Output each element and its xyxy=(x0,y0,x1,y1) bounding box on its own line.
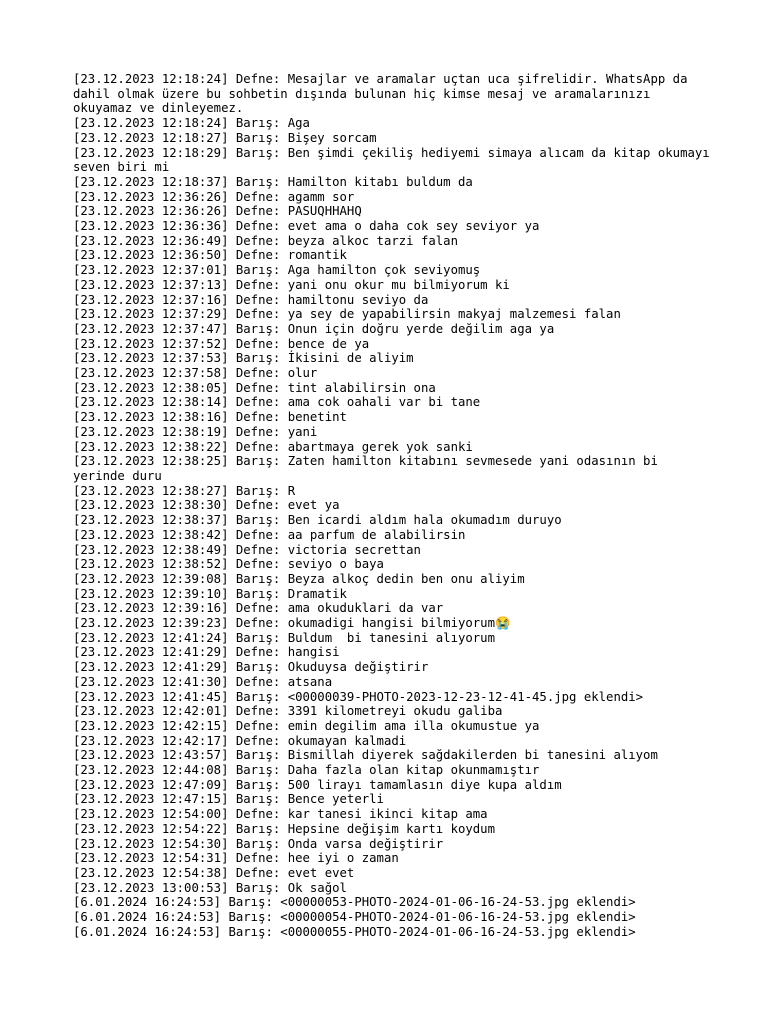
chat-message-line: [23.12.2023 12:47:15] Barış: Bence yeterli xyxy=(73,792,384,807)
chat-message-line: [23.12.2023 12:37:16] Defne: hamiltonu seviyo da xyxy=(73,292,429,307)
chat-message-line: [23.12.2023 12:38:37] Barış: Ben icardi aldım hala okumadım duruyo xyxy=(73,513,562,528)
chat-message-line: [6.01.2024 16:24:53] Barış: <00000053-PHOTO-2024-01-06-16-24-53.jpg eklendi> xyxy=(73,895,636,910)
chat-message-line: [23.12.2023 12:41:29] Defne: hangisi xyxy=(73,645,340,660)
chat-message-line: [23.12.2023 12:37:47] Barış: Onun için doğru yerde değilim aga ya xyxy=(73,321,555,336)
chat-message-line: [23.12.2023 12:54:31] Defne: hee iyi o zaman xyxy=(73,851,399,866)
chat-message-line: [23.12.2023 12:38:16] Defne: benetint xyxy=(73,410,347,425)
chat-message-line: [23.12.2023 12:18:37] Barış: Hamilton kitabı buldum da xyxy=(73,174,473,189)
chat-message-line: [23.12.2023 12:39:08] Barış: Beyza alkoç dedin ben onu aliyim xyxy=(73,571,525,586)
chat-message-line: [23.12.2023 12:18:27] Barış: Bişey sorcam xyxy=(73,130,377,145)
chat-message-line: [23.12.2023 12:36:26] Defne: PASUQHHAHQ xyxy=(73,204,362,219)
chat-message-line: [6.01.2024 16:24:53] Barış: <00000054-PHOTO-2024-01-06-16-24-53.jpg eklendi> xyxy=(73,910,636,925)
chat-message-line: [23.12.2023 12:39:10] Barış: Dramatik xyxy=(73,586,347,601)
chat-message-line: [23.12.2023 12:37:29] Defne: ya sey de yapabilirsin makyaj malzemesi falan xyxy=(73,307,621,322)
chat-message-line: [23.12.2023 12:44:08] Barış: Daha fazla olan kitap okunmamıştır xyxy=(73,763,540,778)
chat-message-line: [23.12.2023 12:54:00] Defne: kar tanesi ikinci kitap ama xyxy=(73,807,488,822)
chat-message-line: [23.12.2023 12:54:30] Barış: Onda varsa değiştirir xyxy=(73,836,444,851)
chat-message-line: [23.12.2023 12:42:17] Defne: okumayan kalmadi xyxy=(73,733,407,748)
chat-message-line: [23.12.2023 12:41:30] Defne: atsana xyxy=(73,674,333,689)
chat-message-line: [23.12.2023 12:37:52] Defne: bence de ya xyxy=(73,336,370,351)
chat-message-line: [23.12.2023 12:38:25] Barış: Zaten hamilton kitabını sevmesede yani odasının bi yerinde duru xyxy=(73,454,666,483)
chat-message-line: [23.12.2023 12:42:15] Defne: emin degilim ama illa okumustue ya xyxy=(73,718,540,733)
chat-message-line: [23.12.2023 12:36:36] Defne: evet ama o daha cok sey seviyor ya xyxy=(73,219,540,234)
chat-message-line: [23.12.2023 12:36:49] Defne: beyza alkoc tarzi falan xyxy=(73,233,458,248)
chat-message-line: [23.12.2023 12:37:53] Barış: İkisini de aliyim xyxy=(73,351,414,366)
chat-message-line: [23.12.2023 12:38:49] Defne: victoria secrettan xyxy=(73,542,421,557)
chat-message-line: [23.12.2023 12:39:23] Defne: okumadigi hangisi bilmiyorum😭 xyxy=(73,616,511,631)
chat-transcript xyxy=(73,72,718,939)
chat-message-line: [23.12.2023 12:41:24] Barış: Buldum bi tanesini alıyorum xyxy=(73,630,495,645)
chat-message-line: [6.01.2024 16:24:53] Barış: <00000055-PHOTO-2024-01-06-16-24-53.jpg eklendi> xyxy=(73,924,636,939)
chat-message-line: [23.12.2023 12:37:58] Defne: olur xyxy=(73,366,318,381)
chat-message-line: [23.12.2023 12:18:29] Barış: Ben şimdi çekiliş hediyemi simaya alıcam da kitap okumayı seven biri mi xyxy=(73,145,718,175)
chat-message-line: [23.12.2023 12:42:01] Defne: 3391 kilometreyi okudu galiba xyxy=(73,704,503,719)
chat-message-line: [23.12.2023 12:43:57] Barış: Bismillah diyerek sağdakilerden bi tanesini alıyom xyxy=(73,748,658,763)
chat-message-line: [23.12.2023 12:38:52] Defne: seviyo o baya xyxy=(73,557,384,572)
chat-message-line: [23.12.2023 12:54:38] Defne: evet evet xyxy=(73,865,355,880)
chat-message-line: [23.12.2023 12:38:05] Defne: tint alabilirsin ona xyxy=(73,380,436,395)
chat-message-line: [23.12.2023 12:18:24] Barış: Aga xyxy=(73,116,310,131)
chat-message-line: [23.12.2023 12:47:09] Barış: 500 lirayı tamamlasın diye kupa aldım xyxy=(73,777,562,792)
chat-message-line: [23.12.2023 12:38:30] Defne: evet ya xyxy=(73,498,340,513)
chat-message-line: [23.12.2023 12:37:01] Barış: Aga hamilton çok seviyomuş xyxy=(73,263,481,278)
chat-message-line: [23.12.2023 13:00:53] Barış: Ok sağol xyxy=(73,880,347,895)
chat-message-line: [23.12.2023 12:41:29] Barış: Okuduysa değiştirir xyxy=(73,660,429,675)
chat-message-line: [23.12.2023 12:38:22] Defne: abartmaya gerek yok sanki xyxy=(73,439,473,454)
chat-message-line: [23.12.2023 12:39:16] Defne: ama okuduklari da var xyxy=(73,601,444,616)
chat-message-line: [23.12.2023 12:38:42] Defne: aa parfum de alabilirsin xyxy=(73,527,466,542)
chat-message-line: [23.12.2023 12:36:26] Defne: agamm sor xyxy=(73,189,355,204)
chat-message-line: [23.12.2023 12:18:24] Defne: Mesajlar ve aramalar uçtan uca şifrelidir. WhatsApp da dahil olmak üzere bu sohbetin dışında bulunan hiç kimse mesaj ve aramalarınızı okuyamaz ve dinleyemez. xyxy=(73,72,695,116)
chat-message-line: [23.12.2023 12:38:19] Defne: yani xyxy=(73,424,318,439)
chat-message-line: [23.12.2023 12:36:50] Defne: romantik xyxy=(73,248,347,263)
chat-message-line: [23.12.2023 12:41:45] Barış: <00000039-PHOTO-2023-12-23-12-41-45.jpg eklendi> xyxy=(73,689,644,704)
chat-message-line: [23.12.2023 12:38:27] Barış: R xyxy=(73,483,296,498)
chat-message-line: [23.12.2023 12:38:14] Defne: ama cok oahali var bi tane xyxy=(73,395,481,410)
chat-message-line: [23.12.2023 12:54:22] Barış: Hepsine değişim kartı koydum xyxy=(73,821,495,836)
chat-message-line: [23.12.2023 12:37:13] Defne: yani onu okur mu bilmiyorum ki xyxy=(73,277,510,292)
